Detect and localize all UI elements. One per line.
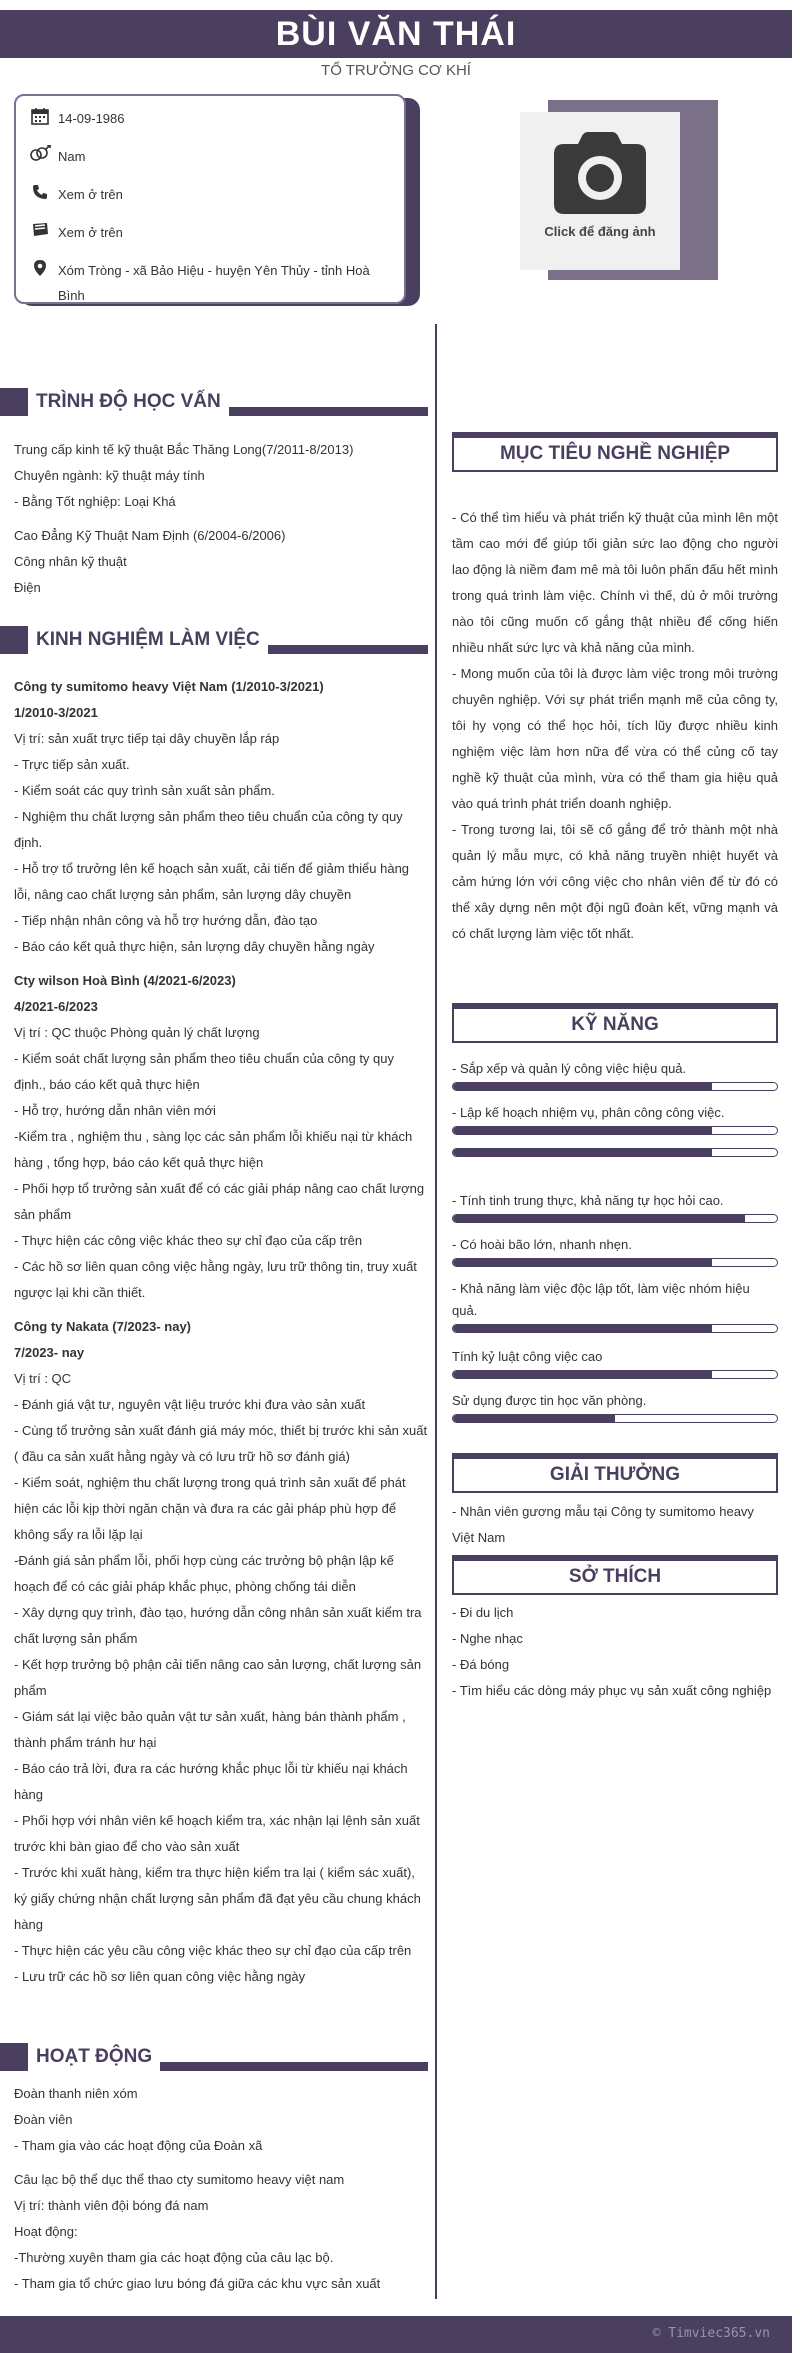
phone-icon [28,182,52,202]
skill-bar [452,1414,778,1423]
job-duty: -Kiểm tra , nghiệm thu , sàng lọc các sản phẩm lỗi khiếu nại từ khách hàng , tổng hợp, báo cáo kết quả thực hiện [14,1129,413,1170]
skill-bar [452,1258,778,1267]
job-duty: - Hỗ trợ, hướng dẫn nhân viên mới [14,1103,216,1118]
skills-title: KỸ NĂNG [452,1003,778,1043]
skill-bar-fill [453,1127,712,1134]
job-period: 1/2010-3/2021 [14,705,98,720]
activity-line: Đoàn thanh niên xóm [14,2086,138,2101]
job-duty: - Kiểm soát chất lượng sản phẩm theo tiêu chuẩn của công ty quy định., báo cáo kết quả thực hiện [14,1051,395,1092]
skill-bar [452,1082,778,1091]
job-title: TỔ TRƯỞNG CƠ KHÍ [321,62,471,79]
education-line: - Bằng Tốt nghiệp: Loại Khá [14,494,176,509]
address-text: Xóm Tròng - xã Bảo Hiệu - huyện Yên Thủy - tỉnh Hoà Bình [58,263,370,303]
objective-paragraph: - Trong tương lai, tôi sẽ cố gắng để trở thành một nhà quản lý mẫu mực, có khả năng truyền nhiệt huyết và cảm hứng lớn với công việc cho nhân viên để từ đó có thể xây dựng nên một đội ngũ đoàn kết, vững mạnh và có chất lượng làm việc tốt nhất. [452,822,778,941]
awards-title: GIẢI THƯỞNG [452,1453,778,1493]
hobby-item: - Tìm hiểu các dòng máy phục vụ sản xuất công nghiệp [452,1683,772,1698]
job-duty: Vị trí : QC thuộc Phòng quản lý chất lượng [14,1025,260,1040]
footer-bar [0,2316,792,2353]
skill-item [452,1278,778,1333]
job-duty: - Hỗ trợ tổ trưởng lên kế hoạch sản xuất, cải tiến để giảm thiểu hàng lỗi, nâng cao chất lượng sản phẩm, sản lượng dây chuyền [14,861,410,902]
education-section-header [0,388,430,416]
skill-bar [452,1324,778,1333]
skill-item [452,1146,778,1157]
calendar-icon [28,106,52,126]
activity-line: - Tham gia tổ chức giao lưu bóng đá giữa các khu vực sản xuất [14,2276,381,2291]
hobby-item: - Nghe nhạc [452,1631,523,1646]
gender-text: Nam [58,149,86,164]
contact-box [14,94,406,304]
camera-icon [552,130,648,216]
education-line: Trung cấp kinh tế kỹ thuật Bắc Thăng Long(7/2011-8/2013) [14,442,354,457]
job-duty: - Tiếp nhận nhân công và hỗ trợ hướng dẫn, đào tạo [14,913,318,928]
job-duty: - Kiểm soát các quy trình sản xuất sản phẩm. [14,783,275,798]
experience-title: KINH NGHIỆM LÀM VIỆC [28,626,268,654]
job-duty: - Cùng tổ trưởng sản xuất đánh giá máy móc, thiết bị trước khi sản xuất ( đầu ca sản xuất hằng ngày và có lưu trữ hồ sơ đánh giá) [14,1423,428,1464]
award-item: - Nhân viên gương mẫu tại Công ty sumitomo heavy Việt Nam [452,1504,754,1545]
job-duty: - Phối hợp tổ trưởng sản xuất để có các giải pháp nâng cao chất lượng sản phẩm [14,1181,425,1222]
birthdate-text: 14-09-1986 [58,111,125,126]
column-divider [435,324,437,2299]
hobby-item: - Đá bóng [452,1657,510,1672]
job-duty: - Báo cáo kết quả thực hiện, sản lượng dây chuyền hằng ngày [14,939,375,954]
activity-line: - Tham gia vào các hoạt động của Đoàn xã [14,2138,263,2153]
contact-email [28,220,378,245]
job-duty: - Thực hiện các công việc khác theo sự chỉ đạo của cấp trên [14,1233,363,1248]
job-duty: - Giám sát lại việc bảo quản vật tư sản xuất, hàng bán thành phẩm , thành phẩm tránh hư hại [14,1709,406,1750]
skill-bar-fill [453,1083,712,1090]
job-period: 7/2023- nay [14,1345,85,1360]
phone-text: Xem ở trên [58,187,123,202]
candidate-name: BÙI VĂN THÁI [0,10,792,58]
contact-phone [28,182,378,207]
objective-content [452,505,778,947]
job-duty: -Đánh giá sản phẩm lỗi, phối hợp cùng các trưởng bộ phận lập kế hoạch để có các giải pháp khắc phục, phòng chống tái diễn [14,1553,394,1594]
location-icon [28,258,52,278]
job-duty: - Trực tiếp sản xuất. [14,757,130,772]
education-content [14,437,428,601]
job-duty: - Thực hiện các yêu cầu công việc khác theo sự chỉ đạo của cấp trên [14,1943,412,1958]
skill-bar-fill [453,1259,712,1266]
hobbies-title: SỞ THÍCH [452,1555,778,1595]
skill-bar-fill [453,1215,745,1222]
job-duty: Vị trí : QC [14,1371,72,1386]
objective-paragraph: - Có thể tìm hiểu và phát triển kỹ thuật của mình lên một tầm cao mới để giúp tối giản sức lao động cho người lao động là niềm đam mê mà tôi luôn phấn đấu hết mình trong quá trình làm việc. Chính vì thế, dù ở môi trường nào tôi cũng muốn cố gắng thật nhiều để cống hiến nhiều nhất sức lực và khả năng của mình. [452,510,778,655]
activity-line: Hoạt động: [14,2224,78,2239]
contact-address [28,258,378,308]
skill-bar-fill [453,1415,615,1422]
hobbies-content [452,1600,778,1704]
skill-bar-fill [453,1149,712,1156]
skill-label: - Sắp xếp và quản lý công việc hiệu quả. [452,1061,687,1076]
job-duty: - Kết hợp trưởng bộ phận cải tiến nâng cao sản lượng, chất lượng sản phẩm [14,1657,422,1698]
objective-paragraph: - Mong muốn của tôi là được làm việc trong môi trường chuyên nghiệp. Với sự phát triển mạnh mẽ của công ty, tôi hy vọng có thể học hỏi, tích lũy được nhiều kinh nghiệm việc làm hơn nữa để vừa có thể củng cố tay nghề kỹ thuật của mình, vừa có thể tham gia hiệu quả vào quá trình phát triển doanh nghiệp. [452,666,778,811]
job-duty: Vị trí: sản xuất trực tiếp tại dây chuyền lắp ráp [14,731,280,746]
photo-upload-caption[interactable]: Click để đăng ảnh [544,224,656,239]
skill-item [452,1346,778,1379]
skill-bar [452,1214,778,1223]
job-duty: - Kiểm soát, nghiệm thu chất lượng trong quá trình sản xuất để phát hiện các lỗi kịp thời ngăn chặn và đưa ra các gải pháp phù hợp để không sẩy ra lỗi lặp lại [14,1475,406,1542]
activity-line: Vị trí: thành viên đội bóng đá nam [14,2198,209,2213]
skill-bar-fill [453,1325,712,1332]
education-line: Công nhân kỹ thuật [14,554,127,569]
education-line: Cao Đẳng Kỹ Thuật Nam Định (6/2004-6/2006) [14,528,286,543]
job-duty: - Lưu trữ các hồ sơ liên quan công việc hằng ngày [14,1969,306,1984]
job-duty: - Đánh giá vật tư, nguyên vật liệu trước khi đưa vào sản xuất [14,1397,366,1412]
job-company: Công ty Nakata (7/2023- nay) [14,1319,192,1334]
experience-content [14,674,428,1990]
contact-birthdate [28,106,378,131]
skill-label: - Tính tinh trung thực, khả năng tự học hỏi cao. [452,1193,724,1208]
skill-bar-fill [453,1371,712,1378]
skill-label: - Khả năng làm việc độc lập tốt, làm việc nhóm hiệu quả. [452,1281,750,1318]
skill-label: - Lập kế hoạch nhiệm vụ, phân công công việc. [452,1105,725,1120]
skill-item [452,1234,778,1267]
job-company: Công ty sumitomo heavy Việt Nam (1/2010-3/2021) [14,679,324,694]
activities-content [14,2081,428,2297]
activity-line: -Thường xuyên tham gia các hoạt động của câu lạc bộ. [14,2250,334,2265]
skill-label: Sử dụng được tin học văn phòng. [452,1393,647,1408]
activities-title: HOẠT ĐỘNG [28,2043,160,2071]
job-company: Cty wilson Hoà Bình (4/2021-6/2023) [14,973,236,988]
skill-item [452,1058,778,1091]
activity-line: Câu lạc bộ thể dục thể thao cty sumitomo heavy việt nam [14,2172,345,2187]
skill-item [452,1190,778,1223]
job-duty: - Phối hợp với nhân viên kế hoạch kiểm tra, xác nhận lại lệnh sản xuất trước khi bàn giao để cho vào sản xuất [14,1813,420,1854]
email-icon [28,220,52,240]
awards-content [452,1499,778,1551]
email-text: Xem ở trên [58,225,123,240]
skill-item [452,1390,778,1423]
photo-upload[interactable] [520,112,680,270]
education-line: Điện [14,580,41,595]
job-duty: - Các hồ sơ liên quan công việc hằng ngày, lưu trữ thông tin, truy xuất ngược lại khi cần thiết. [14,1259,417,1300]
gender-icon [28,144,52,164]
hobby-item: - Đi du lịch [452,1605,514,1620]
skill-bar [452,1370,778,1379]
education-title: TRÌNH ĐỘ HỌC VẤN [28,388,229,416]
skill-item [452,1102,778,1135]
activities-section-header [0,2043,430,2071]
skill-label: Tính kỷ luật công việc cao [452,1349,603,1364]
watermark: © Timviec365.vn [652,2326,770,2341]
job-period: 4/2021-6/2023 [14,999,98,1014]
skill-bar [452,1126,778,1135]
objective-title: MỤC TIÊU NGHỀ NGHIỆP [452,432,778,472]
skill-label: - Có hoài bão lớn, nhanh nhẹn. [452,1237,632,1252]
experience-section-header [0,626,430,654]
job-duty: - Trước khi xuất hàng, kiểm tra thực hiện kiểm tra lại ( kiểm sác xuất), ký giấy chứng nhận chất lượng sản phẩm đã đạt yêu cầu chung khách hàng [14,1865,421,1932]
skill-bar [452,1148,778,1157]
activity-line: Đoàn viên [14,2112,73,2127]
job-duty: - Nghiệm thu chất lượng sản phẩm theo tiêu chuẩn của công ty quy định. [14,809,403,850]
education-line: Chuyên ngành: kỹ thuật máy tính [14,468,205,483]
job-duty: - Báo cáo trả lời, đưa ra các hướng khắc phục lỗi từ khiếu nại khách hàng [14,1761,408,1802]
job-duty: - Xây dựng quy trình, đào tạo, hướng dẫn công nhân sản xuất kiểm tra chất lượng sản phẩm [14,1605,422,1646]
contact-gender [28,144,378,169]
